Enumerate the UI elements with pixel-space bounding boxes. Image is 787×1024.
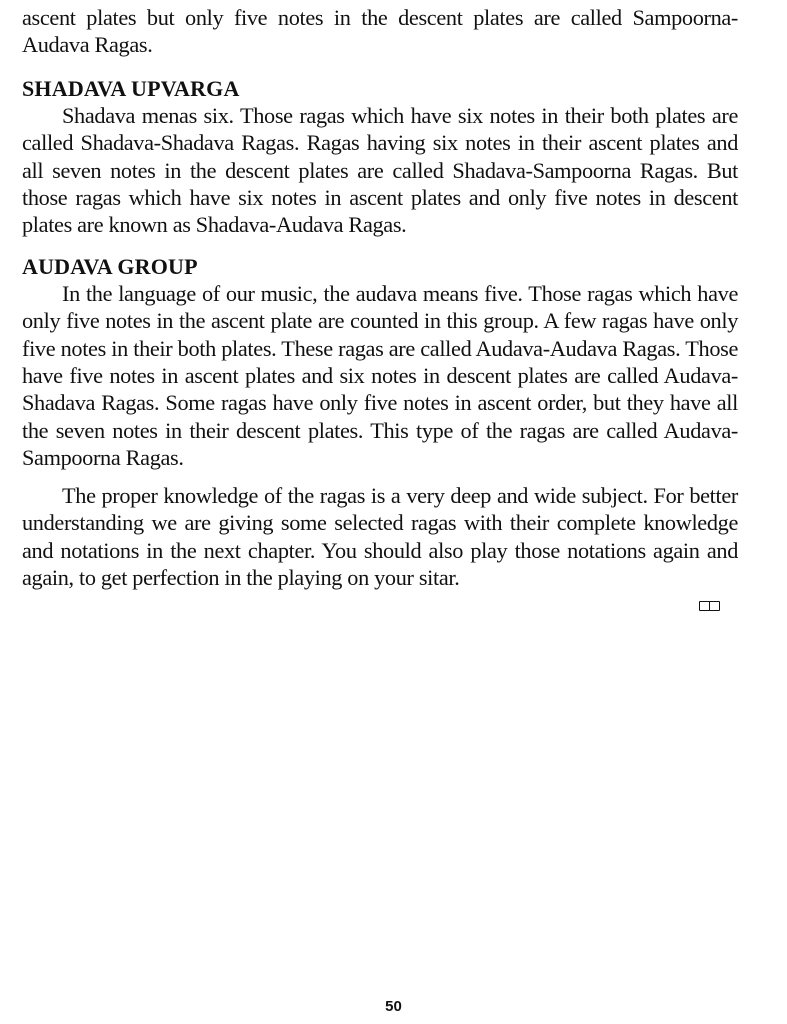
page-content	[22, 4, 738, 591]
intro-paragraph: ascent plates but only five notes in the descent plates are called Sampoorna-Audava Ragas.	[22, 5, 738, 58]
paragraph-proper-knowledge: The proper knowledge of the ragas is a very deep and wide subject. For better understanding we are giving some selected ragas with their complete knowledge and notations in the next chapter. You should also play those notations again and again, to get perfection in the playing on your sitar.	[22, 482, 738, 590]
paragraph-audava: In the language of our music, the audava means five. Those ragas which have only five notes in the ascent plate are counted in this group. A few ragas have only five notes in their both plates. These ragas are called Audava-Audava Ragas. Those have five notes in ascent plates and six notes in descent plates are called Audava-Shadava Ragas. Some ragas have only five notes in ascent order, but they have all the seven notes in their descent plates. This type of the ragas are called Audava-Sampoorna Ragas.	[22, 280, 738, 471]
section-heading-shadava-upvarga: SHADAVA UPVARGA	[22, 75, 240, 101]
page-number: 50	[385, 998, 402, 1015]
section-heading-audava-group: AUDAVA GROUP	[22, 253, 198, 279]
paragraph-shadava: Shadava menas six. Those ragas which have six notes in their both plates are called Shadava-Shadava Ragas. Ragas having six notes in their ascent plates and all seven notes in the descent plates are called Shadava-Sampoorna Ragas. But those ragas which have six notes in ascent plates and only five notes in descent plates are known as Shadava-Audava Ragas.	[22, 102, 738, 238]
double-square-icon	[699, 600, 719, 616]
